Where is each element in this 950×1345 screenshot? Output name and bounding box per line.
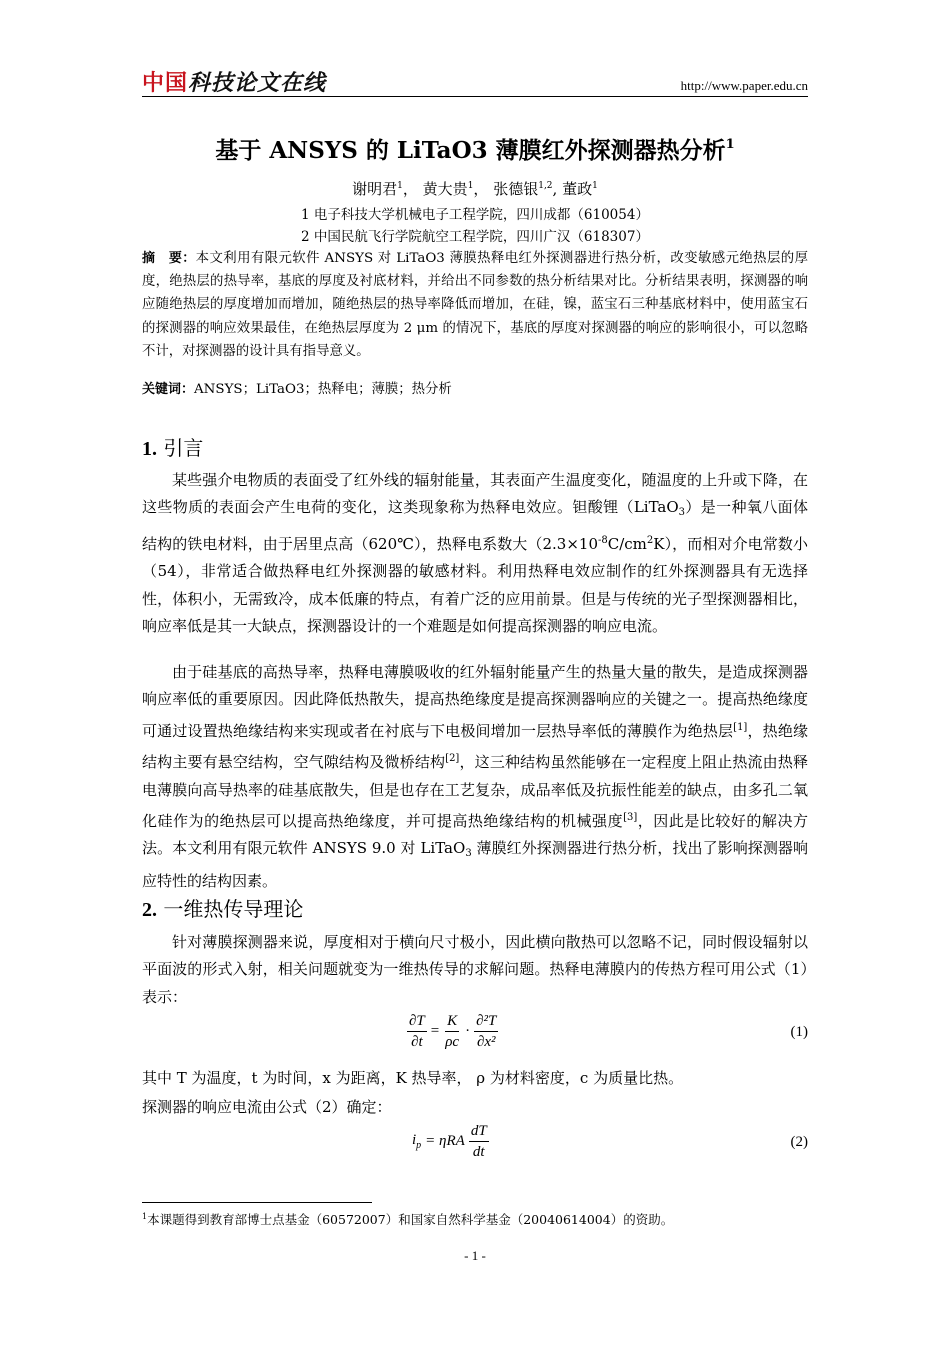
- equation-body: [407, 1012, 498, 1051]
- current-symbol: i: [412, 1132, 417, 1148]
- footnote: [142, 1210, 673, 1228]
- fraction: [469, 1122, 489, 1161]
- eq-lhs: [412, 1132, 421, 1151]
- dot-operator: ·: [465, 1023, 471, 1039]
- author-affiliation-mark: 1: [467, 181, 474, 191]
- affiliation: 1 电子科技大学机械电子工程学院，四川成都（610054）: [301, 207, 649, 223]
- site-logo[interactable]: [142, 66, 326, 96]
- equation-number: (2): [790, 1134, 808, 1150]
- denominator: ρc: [445, 1034, 460, 1050]
- body-paragraph: 针对薄膜探测器来说，厚度相对于横向尺寸极小，因此横向散热可以忽略不记，同时假设辐射以平面波的形式入射，相关问题就变为一维热传导的求解问题。热释电薄膜内的传热方程可用公式（1）表示：: [142, 933, 808, 1006]
- keywords: [142, 378, 808, 397]
- text-run: 薄膜红外探测器进行热分析，找出了影响探测器响应特性的结构因素。: [142, 839, 808, 890]
- footnote-text: 本课题得到教育部博士点基金（60572007）和国家自然科学基金（20040614004）的资助。: [147, 1212, 674, 1227]
- denominator: dt: [472, 1144, 485, 1160]
- paper-title: [142, 132, 808, 165]
- section-title: 一维热传导理论: [163, 897, 304, 921]
- title-text: 基于 ANSYS 的 LiTaO3 薄膜红外探测器热分析: [215, 137, 726, 164]
- text-run: ，这三种结构虽然能够在一定程度上阻止热流由热释电薄膜向高导热率的硅基底散失，但是也存在工艺复杂，成品率低及抗振性能差的缺点，由多孔二氧化硅作为的绝热层可以提高热绝缘度，并可提高热绝缘结构的机械强度: [142, 753, 808, 831]
- author-affiliation-mark: 1,2: [538, 181, 553, 191]
- numerator: ∂²T: [474, 1012, 498, 1032]
- page-number: - 1 -: [464, 1248, 486, 1263]
- equation-number: (1): [790, 1024, 808, 1040]
- subscript: p: [416, 1140, 422, 1151]
- citation[interactable]: [2]: [445, 753, 460, 765]
- citation[interactable]: [3]: [623, 812, 638, 824]
- section-heading: [142, 893, 303, 922]
- footnote-divider: [142, 1202, 372, 1203]
- fraction: [443, 1012, 461, 1051]
- fraction: [407, 1012, 427, 1051]
- denominator: ∂t: [411, 1034, 423, 1050]
- body-line: 其中 T 为温度，t 为时间，x 为距离，K 热导率， ρ 为材料密度，c 为质量比热。: [142, 1069, 684, 1087]
- logo-black-text: 科技论文在线: [188, 70, 327, 96]
- section-number: 2.: [142, 899, 157, 921]
- citation[interactable]: [1]: [733, 721, 748, 733]
- section-heading: [142, 432, 203, 461]
- equals-sign: =: [430, 1023, 440, 1039]
- fraction: [474, 1012, 498, 1051]
- equation-1: [142, 1012, 808, 1058]
- abstract-label: 摘 要：: [142, 251, 196, 266]
- site-url[interactable]: http://www.paper.edu.cn: [680, 78, 808, 93]
- eq-rhs: = ηRA: [425, 1133, 465, 1149]
- text-run: ）是一种氧八面体结构的铁电材料，由于居里点高（620℃），热释电系数大（2.3×10: [142, 498, 808, 553]
- keywords-text: ANSYS；LiTaO3；热释电；薄膜；热分析: [194, 382, 452, 397]
- abstract: [142, 247, 808, 363]
- body-paragraph: [142, 467, 808, 640]
- author-name: 谢明君: [352, 180, 398, 198]
- text-run: ，热绝缘结构主要有悬空结构，空气隙结构及微桥结构: [142, 721, 808, 772]
- section-title: 引言: [163, 436, 204, 460]
- text-run: C/cm: [607, 534, 647, 553]
- numerator: K: [445, 1012, 459, 1032]
- subscript: 3: [465, 848, 472, 860]
- footnote-mark: 1: [142, 1212, 148, 1221]
- equation-body: [412, 1122, 489, 1161]
- denominator: ∂x²: [476, 1034, 496, 1050]
- section-number: 1.: [142, 438, 157, 460]
- text-run: K），而相对介电常数小（54），非常适合做热释电红外探测器的敏感材料。利用热释电效应制作的红外探测器具有无选择性，体积小，无需致冷，成本低廉的特点，有着广泛的应用前景。但是与传统的光子型探测器相比，响应率低是其一大缺点，探测器设计的一个难题是如何提高探测器的响应电流。: [142, 534, 808, 636]
- body-paragraph: [142, 659, 808, 895]
- author-name: 黄大贵: [422, 180, 468, 198]
- title-footnote-mark: 1: [725, 137, 735, 152]
- text-run: 由于硅基底的高热导率，热释电薄膜吸收的红外辐射能量产生的热量大量的散失，是造成探测器响应率低的重要原因。因此降低热散失，提高热绝缘度是提高探测器响应的关键之一。提高热绝缘度可通过设置热绝缘结构来实现或者在衬底与下电极间增加一层热导率低的薄膜作为绝热层: [142, 663, 808, 740]
- header-divider: [142, 96, 808, 97]
- logo-red-text: 中国: [142, 70, 189, 96]
- text-run: 某些强介电物质的表面受了红外线的辐射能量，其表面产生温度变化，随温度的上升或下降，在这些物质的表面会产生电荷的变化，这类现象称为热释电效应。钽酸锂（LiTaO: [142, 471, 808, 517]
- equation-2: [142, 1122, 808, 1168]
- numerator: ∂T: [407, 1012, 427, 1032]
- author-affiliation-mark: 1: [397, 181, 403, 191]
- body-line: 探测器的响应电流由公式（2）确定：: [142, 1098, 392, 1116]
- author-affiliation-mark: 1: [592, 181, 598, 191]
- author-name: 董政: [562, 180, 593, 198]
- author-list: 谢明君$^1$， 黄大贵$^1$， 张德银$^{1,2}$, 董政$^1$: [352, 180, 598, 198]
- author-name: 张德银: [493, 180, 539, 198]
- keywords-label: 关键词：: [142, 382, 195, 397]
- abstract-text: 本文利用有限元软件 ANSYS 对 LiTaO3 薄膜热释电红外探测器进行热分析，改变敏感元绝热层的厚度，绝热层的热导率，基底的厚度及衬底材料，并给出不同参数的热分析结果对比。分析结果表明，探测器的响应随绝热层的厚度增加而增加，随绝热层的热导率降低而增加，在硅，镍，蓝宝石三种基底材料中，使用蓝宝石的探测器的响应效果最佳，在绝热层厚度为 2 μm 的情况下，基底的厚度对探测器的响应的影响很小，可以忽略不计，对探测器的设计具有指导意义。: [142, 251, 808, 359]
- superscript: 2: [646, 534, 654, 546]
- superscript: -8: [598, 534, 608, 546]
- numerator: dT: [469, 1122, 489, 1142]
- text-run: ，因此是比较好的解决方法。本文利用有限元软件 ANSYS 9.0 对 LiTaO: [142, 812, 808, 858]
- affiliation: 2 中国民航飞行学院航空工程学院，四川广汉（618307）: [301, 229, 649, 245]
- subscript: 3: [678, 507, 686, 519]
